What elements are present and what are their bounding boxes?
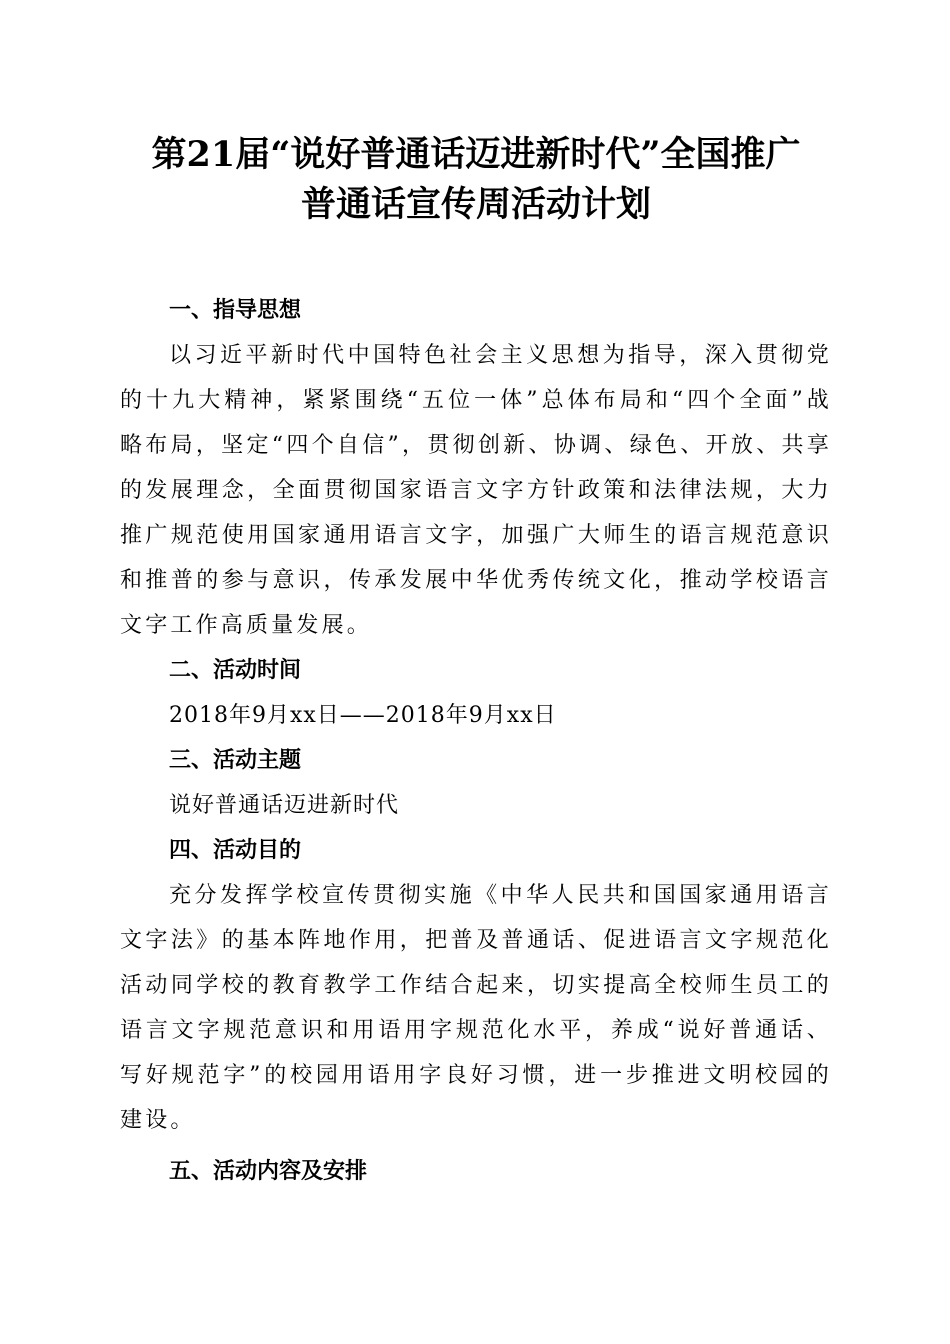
section-content-arrangement [120, 1149, 832, 1194]
document-page [120, 130, 832, 1194]
section-body: 说好普通话迈进新时代 [169, 793, 400, 818]
section-guiding-ideology [120, 288, 832, 648]
section-body: 2018年9月xx日——2018年9月xx日 [169, 703, 557, 728]
section-body: 以习近平新时代中国特色社会主义思想为指导，深入贯彻党的十九大精神，紧紧围绕“五位一体”总体布局和“四个全面”战略布局，坚定“四个自信”，贯彻创新、协调、绿色、开放、共享的发展理念，全面贯彻国家语言文字方针政策和法律法规，大力推广规范使用国家通用语言文字，加强广大师生的语言规范意识和推普的参与意识，传承发展中华优秀传统文化，推动学校语言文字工作高质量发展。 [120, 343, 832, 638]
section-heading: 四、活动目的 [169, 838, 302, 863]
section-activity-purpose [120, 828, 832, 1143]
document-title [120, 130, 832, 230]
section-heading: 五、活动内容及安排 [169, 1159, 368, 1184]
title-line-1: 第21届“说好普通话迈进新时代”全国推广 [151, 134, 801, 175]
section-heading: 一、指导思想 [169, 298, 302, 323]
title-line-2: 普通话宣传周活动计划 [300, 184, 651, 225]
section-heading: 三、活动主题 [169, 748, 302, 773]
section-heading: 二、活动时间 [169, 658, 302, 683]
section-activity-theme [120, 738, 832, 828]
section-activity-time [120, 648, 832, 738]
section-body: 充分发挥学校宣传贯彻实施《中华人民共和国国家通用语言文字法》的基本阵地作用，把普及普通话、促进语言文字规范化活动同学校的教育教学工作结合起来，切实提高全校师生员工的语言文字规范意识和用语用字规范化水平，养成“说好普通话、写好规范字”的校园用语用字良好习惯，进一步推进文明校园的建设。 [120, 883, 832, 1133]
